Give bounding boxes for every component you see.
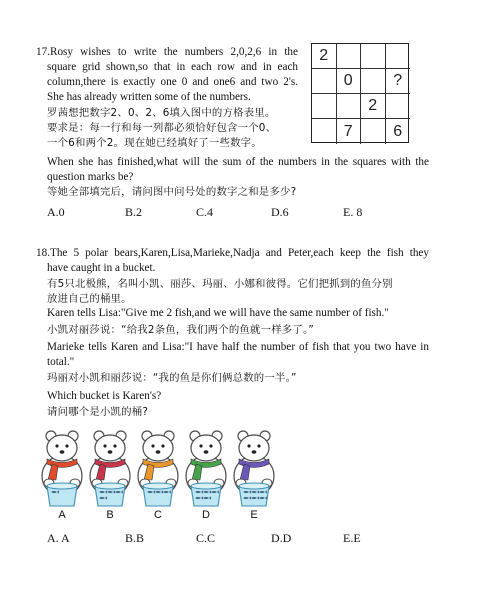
grid-cell — [361, 44, 386, 69]
bear-eye — [257, 444, 260, 447]
bear-nose — [252, 450, 257, 453]
q18-option-b[interactable]: B.B — [125, 531, 145, 545]
q18-intro-line-2: have caught in a bucket. — [47, 262, 156, 274]
grid-cell — [386, 94, 411, 119]
grid-cell — [312, 119, 337, 144]
grid-cell — [386, 44, 411, 69]
bear-eye — [161, 444, 164, 447]
bear-nose — [204, 450, 209, 453]
q17-zh-line-3: 一个6和两个2。现在她已经填好了一些数字。 — [47, 137, 262, 149]
q17-question-zh: 等她全部填完后，请问图中问号处的数字之和是多少? — [47, 186, 297, 198]
polar-bears-illustration — [40, 428, 290, 520]
q18-question-en: Which bucket is Karen's? — [47, 390, 162, 402]
q17-option-c[interactable]: C.4 — [196, 205, 214, 219]
q17-option-e[interactable]: E. 8 — [343, 205, 363, 219]
polar-bear — [138, 431, 178, 520]
polar-bear — [90, 431, 130, 520]
bucket-label: A — [58, 509, 66, 520]
bear-eye — [103, 444, 106, 447]
grid-cell: 0 — [337, 69, 362, 94]
grid-cell — [312, 94, 337, 119]
bear-head — [191, 435, 221, 461]
q17-en-line-1: 17.Rosy wishes to write the numbers 2,0,2,6 in the — [36, 46, 298, 58]
bear-nose — [108, 450, 113, 453]
grid-cell: 7 — [337, 119, 362, 144]
polar-bear — [186, 431, 226, 520]
q18-marieke-line-1: Marieke tells Karen and Lisa:"I have half the number of fish that you two have in — [47, 341, 429, 353]
bear-nose — [156, 450, 161, 453]
bear-eye — [55, 444, 58, 447]
bucket-rim — [95, 483, 125, 489]
q17-question-line-2: question marks be? — [47, 171, 134, 183]
q17-question-line-1: When she has finished,what will the sum of the numbers in the squares with the — [47, 156, 429, 168]
bear-eye — [247, 444, 250, 447]
q17-en-line-4: She has already written some of the numbers. — [47, 91, 251, 103]
q18-intro-zh-line-2: 放进自己的桶里。 — [47, 293, 132, 305]
grid-cell: 6 — [393, 122, 403, 140]
bear-nose — [60, 450, 65, 453]
polar-bear — [234, 431, 274, 520]
bear-eye — [151, 444, 154, 447]
bear-head — [239, 435, 269, 461]
q17-option-a[interactable]: A.0 — [47, 205, 65, 219]
bear-eye — [199, 444, 202, 447]
q18-option-e[interactable]: E.E — [343, 531, 361, 545]
q18-marieke-zh: 玛丽对小凯和丽莎说：“我的鱼是你们俩总数的一半。” — [47, 372, 297, 384]
bucket-rim — [191, 483, 221, 489]
grid-cell — [337, 44, 362, 69]
q18-question-zh: 请问哪个是小凯的桶? — [47, 406, 149, 418]
bear-head — [47, 435, 77, 461]
bucket-rim — [47, 483, 77, 489]
q18-intro-zh-line-1: 有5只北极熊，名叫小凯、丽莎、玛丽、小娜和彼得。它们把抓到的鱼分别 — [47, 278, 393, 290]
bucket-label: E — [250, 509, 258, 520]
grid-cell-question: ? — [386, 69, 411, 94]
bucket-label: C — [154, 509, 162, 520]
grid-cell — [361, 119, 386, 144]
bear-head — [95, 435, 125, 461]
bucket-rim — [143, 483, 173, 489]
q18-karen-zh: 小凯对丽莎说：“给我2条鱼，我们两个的鱼就一样多了。” — [47, 324, 314, 336]
bear-eye — [65, 444, 68, 447]
q18-option-a[interactable]: A. A — [47, 531, 70, 545]
grid-cell: 2 — [361, 94, 386, 119]
bucket-label: D — [202, 509, 210, 520]
q18-karen-en: Karen tells Lisa:"Give me 2 fish,and we will have the same number of fish." — [47, 307, 389, 319]
q17-en-line-2: square grid shown,so that in each row and in each — [47, 61, 298, 73]
grid-cell — [337, 94, 362, 119]
grid-cell — [312, 69, 337, 94]
q17-zh-line-2: 要求是：每一行和每一列都必须恰好包含一个0、 — [47, 122, 277, 134]
q17-option-b[interactable]: B.2 — [125, 205, 143, 219]
number-grid — [311, 43, 409, 143]
q17-en-line-3: column,there is exactly one 0 and one6 and two 2's. — [47, 76, 298, 88]
bear-eye — [209, 444, 212, 447]
q17-zh-line-1: 罗茜想把数字2、0、2、6填入图中的方格表里。 — [47, 107, 276, 119]
q17-option-d[interactable]: D.6 — [271, 205, 289, 219]
grid-cell — [361, 69, 386, 94]
q18-option-c[interactable]: C.C — [196, 531, 216, 545]
bucket-rim — [239, 483, 269, 489]
q18-option-d[interactable]: D.D — [271, 531, 292, 545]
grid-cell: 2 — [312, 44, 337, 69]
q18-marieke-line-2: total." — [47, 356, 75, 368]
polar-bear — [42, 431, 82, 520]
bear-eye — [113, 444, 116, 447]
q18-intro-line-1: 18.The 5 polar bears,Karen,Lisa,Marieke,Nadja and Peter,each keep the fish they — [36, 247, 429, 259]
bucket-label: B — [106, 509, 114, 520]
bear-head — [143, 435, 173, 461]
